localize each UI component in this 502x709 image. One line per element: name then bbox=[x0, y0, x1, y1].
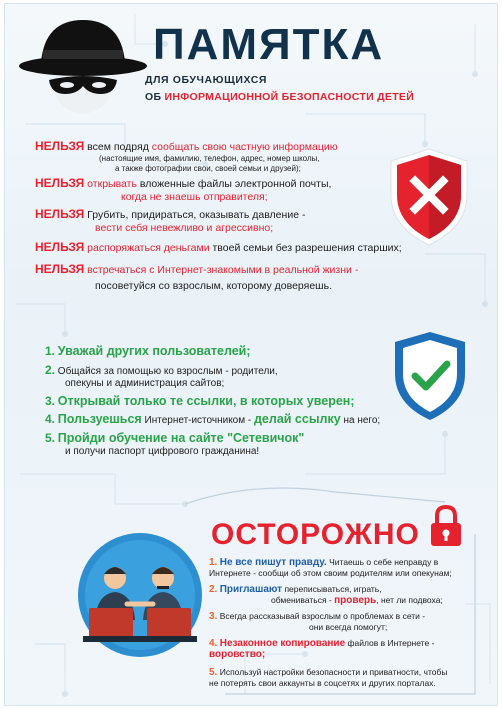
list-item bbox=[209, 611, 489, 633]
list-item bbox=[35, 263, 475, 293]
careful-line bbox=[209, 595, 489, 606]
rule-heading: Пройди обучение на сайте "Сетевичок" bbox=[57, 430, 305, 445]
list-item bbox=[209, 557, 489, 579]
subtitle-highlight: ИНФОРМАЦИОННОЙ БЕЗОПАСНОСТИ ДЕТЕЙ bbox=[164, 91, 415, 103]
rule-text: и получи паспорт цифрового гражданина! bbox=[65, 446, 260, 457]
careful-number: 4. bbox=[209, 638, 218, 649]
item-text: вложенные файлы электронной почты, bbox=[136, 178, 332, 190]
careful-title: ОСТОРОЖНО bbox=[211, 518, 420, 551]
careful-highlight: воровство; bbox=[209, 649, 266, 660]
item-text: посоветуйся со взрослым, которому доверяешь. bbox=[95, 280, 332, 292]
page-title: ПАМЯТКА bbox=[153, 20, 385, 69]
item-highlight: открывать bbox=[84, 178, 137, 190]
rule-text: на него; bbox=[340, 415, 381, 426]
careful-text: обмениваться - bbox=[271, 595, 335, 605]
item-text: твоей семьи без разрешения старших; bbox=[209, 242, 402, 254]
no-keyword: НЕЛЬЗЯ bbox=[35, 240, 85, 254]
item-text: Грубить, придираться, оказывать давление - bbox=[84, 209, 306, 221]
subtitle-topic bbox=[145, 91, 414, 103]
shield-cross-icon bbox=[387, 147, 471, 247]
rule-number: 1. bbox=[45, 344, 56, 358]
careful-text: не потерять свои аккаунты в соцсетях и других порталах. bbox=[209, 678, 436, 688]
careful-text: , нет ли подвоха; bbox=[376, 595, 443, 605]
careful-text: Интернете - сообщи об этом своим родителям или опекунам; bbox=[209, 568, 452, 578]
list-item bbox=[45, 345, 395, 360]
careful-text: Используй настройки безопасности и приватности, чтобы bbox=[217, 667, 448, 677]
item-text: всем подряд bbox=[84, 141, 152, 153]
subtitle-audience: ДЛЯ ОБУЧАЮЩИХСЯ bbox=[145, 74, 268, 86]
rule-number: 3. bbox=[45, 393, 56, 408]
shield-check-icon bbox=[391, 330, 469, 422]
rule-heading: делай ссылку bbox=[254, 412, 341, 426]
careful-heading: Не все пишут правду. bbox=[219, 557, 327, 568]
careful-text: Читаешь о себе неправду в bbox=[326, 557, 439, 567]
list-item bbox=[209, 584, 489, 606]
careful-heading: Незаконное копирование bbox=[219, 638, 346, 649]
item-highlight: - bbox=[351, 264, 359, 276]
rule-text: Интернет-источником - bbox=[141, 415, 254, 426]
no-keyword: НЕЛЬЗЯ bbox=[35, 139, 85, 153]
rule-heading: Открывай только те ссылки, в которых уверен; bbox=[57, 393, 355, 408]
item-highlight: распоряжаться деньгами bbox=[84, 242, 210, 254]
careful-text: переписываться, играть, bbox=[282, 584, 382, 594]
item-highlight: вести себя невежливо и агрессивно; bbox=[95, 222, 274, 234]
careful-number: 1. bbox=[209, 557, 218, 568]
item-highlight: встречаться с Интернет-знакомыми в реальной жизни bbox=[84, 264, 352, 276]
padlock-icon bbox=[428, 504, 464, 548]
careful-text: они всегда помогут; bbox=[309, 622, 388, 632]
subtitle-prefix: ОБ bbox=[145, 91, 165, 103]
no-keyword: НЕЛЬЗЯ bbox=[35, 262, 85, 276]
careful-number: 5. bbox=[209, 667, 218, 678]
careful-text: Всегда рассказывай взрослым о проблемах в сети - bbox=[219, 611, 426, 621]
list-item bbox=[45, 395, 395, 410]
item-highlight: сообщать свою частную информацию bbox=[151, 141, 338, 153]
rule-heading: Пользуешься bbox=[57, 412, 142, 426]
item-note: а также фотографии свои, своей семьи и друзей); bbox=[115, 163, 301, 173]
careful-heading: Приглашают bbox=[219, 584, 283, 595]
spy-hat-mask-icon bbox=[15, 10, 155, 118]
rule-text: опекуны и администрация сайтов; bbox=[65, 378, 225, 389]
careful-number: 2. bbox=[209, 584, 218, 595]
list-item bbox=[45, 432, 395, 459]
careful-number: 3. bbox=[209, 611, 218, 622]
list-item bbox=[45, 364, 395, 391]
rule-heading: Уважай других пользователей; bbox=[57, 344, 251, 358]
list-item bbox=[45, 413, 395, 428]
item-highlight: когда не знаешь отправителя; bbox=[121, 191, 268, 203]
rule-number: 4. bbox=[45, 412, 56, 426]
rules-list bbox=[45, 345, 395, 463]
item-note: (настоящие имя, фамилию, телефон, адрес, номер школы, bbox=[99, 154, 320, 163]
careful-highlight: проверь bbox=[334, 595, 377, 606]
list-item bbox=[209, 638, 489, 660]
careful-text: файлов в Интернете - bbox=[345, 638, 435, 648]
rule-number: 5. bbox=[45, 430, 56, 445]
rule-text: Общайся за помощью ко взрослым - родители, bbox=[57, 365, 278, 377]
list-item bbox=[209, 667, 489, 689]
no-keyword: НЕЛЬЗЯ bbox=[35, 207, 85, 221]
poster bbox=[4, 3, 498, 706]
rule-number: 2. bbox=[45, 362, 56, 377]
careful-list bbox=[209, 557, 489, 694]
people-at-laptops-illustration bbox=[75, 530, 205, 660]
no-keyword: НЕЛЬЗЯ bbox=[35, 176, 85, 190]
